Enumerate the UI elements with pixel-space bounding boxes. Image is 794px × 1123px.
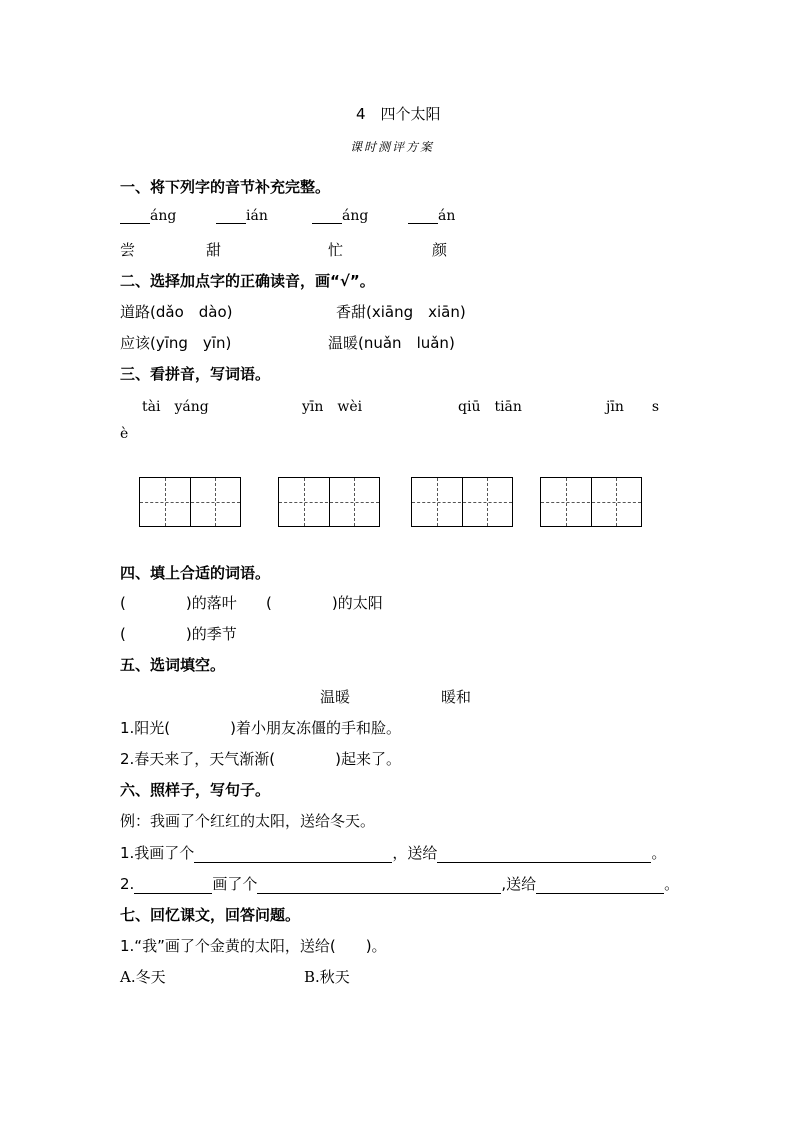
pinyin-1: tài yáng <box>142 399 209 415</box>
word-choice-1: 温暖 <box>320 688 351 706</box>
sentence-line-1: 1.我画了个 ，送给 。 <box>120 844 667 862</box>
fill-line-2: ( )的季节 <box>120 625 237 643</box>
final-1: áng <box>120 208 176 224</box>
page-title: 4 四个太阳 <box>356 105 441 123</box>
section-3-heading: 三、看拼音，写词语。 <box>120 365 271 383</box>
answer-blank[interactable] <box>194 847 392 863</box>
reading-item-3: 应该(yīng yīn) <box>120 334 232 352</box>
reading-item-2: 香甜(xiāng xiān) <box>336 303 466 321</box>
answer-blank[interactable] <box>536 878 664 894</box>
section-7-heading: 七、回忆课文，回答问题。 <box>120 906 301 924</box>
word-choice-2: 暖和 <box>441 688 472 706</box>
char-3: 忙 <box>328 241 344 259</box>
final-4: án <box>408 208 455 224</box>
answer-blank[interactable] <box>257 878 501 894</box>
answer-blank[interactable] <box>134 878 212 894</box>
example-sentence: 例：我画了个红红的太阳，送给冬天。 <box>120 812 376 830</box>
reading-item-1: 道路(dǎo dào) <box>120 303 233 321</box>
option-a[interactable]: A.冬天 <box>120 968 166 986</box>
char-1: 尝 <box>120 241 136 259</box>
reading-item-4: 温暖(nuǎn luǎn) <box>328 334 455 352</box>
writing-grid-3[interactable] <box>411 477 513 527</box>
pinyin-4-wrap: è <box>120 426 129 442</box>
fill-question-2: 2.春天来了，天气渐渐( )起来了。 <box>120 750 402 768</box>
section-5-heading: 五、选词填空。 <box>120 656 226 674</box>
fill-line-1b: ( )的太阳 <box>266 594 383 612</box>
fill-question-1: 1.阳光( )着小朋友冻僵的手和脸。 <box>120 719 402 737</box>
section-1-heading: 一、将下列字的音节补充完整。 <box>120 178 331 196</box>
option-b[interactable]: B.秋天 <box>304 968 350 986</box>
section-4-heading: 四、填上合适的词语。 <box>120 564 271 582</box>
writing-grid-2[interactable] <box>278 477 380 527</box>
page-subtitle: 课时测评方案 <box>350 140 435 154</box>
fill-line-1a: ( )的落叶 <box>120 594 237 612</box>
question-7-1: 1.“我”画了个金黄的太阳，送给( )。 <box>120 937 387 955</box>
char-4: 颜 <box>432 241 448 259</box>
answer-blank[interactable] <box>437 847 651 863</box>
pinyin-4: jīn s <box>606 399 660 415</box>
char-2: 甜 <box>206 241 222 259</box>
sentence-line-2: 2. 画了个 ,送给 。 <box>120 875 680 893</box>
section-2-heading: 二、选择加点字的正确读音，画“√”。 <box>120 272 375 290</box>
writing-grid-4[interactable] <box>540 477 642 527</box>
section-6-heading: 六、照样子，写句子。 <box>120 781 271 799</box>
final-3: áng <box>312 208 368 224</box>
final-2: ián <box>216 208 268 224</box>
pinyin-3: qiū tiān <box>458 399 522 415</box>
writing-grid-1[interactable] <box>139 477 241 527</box>
pinyin-2: yīn wèi <box>302 399 363 415</box>
